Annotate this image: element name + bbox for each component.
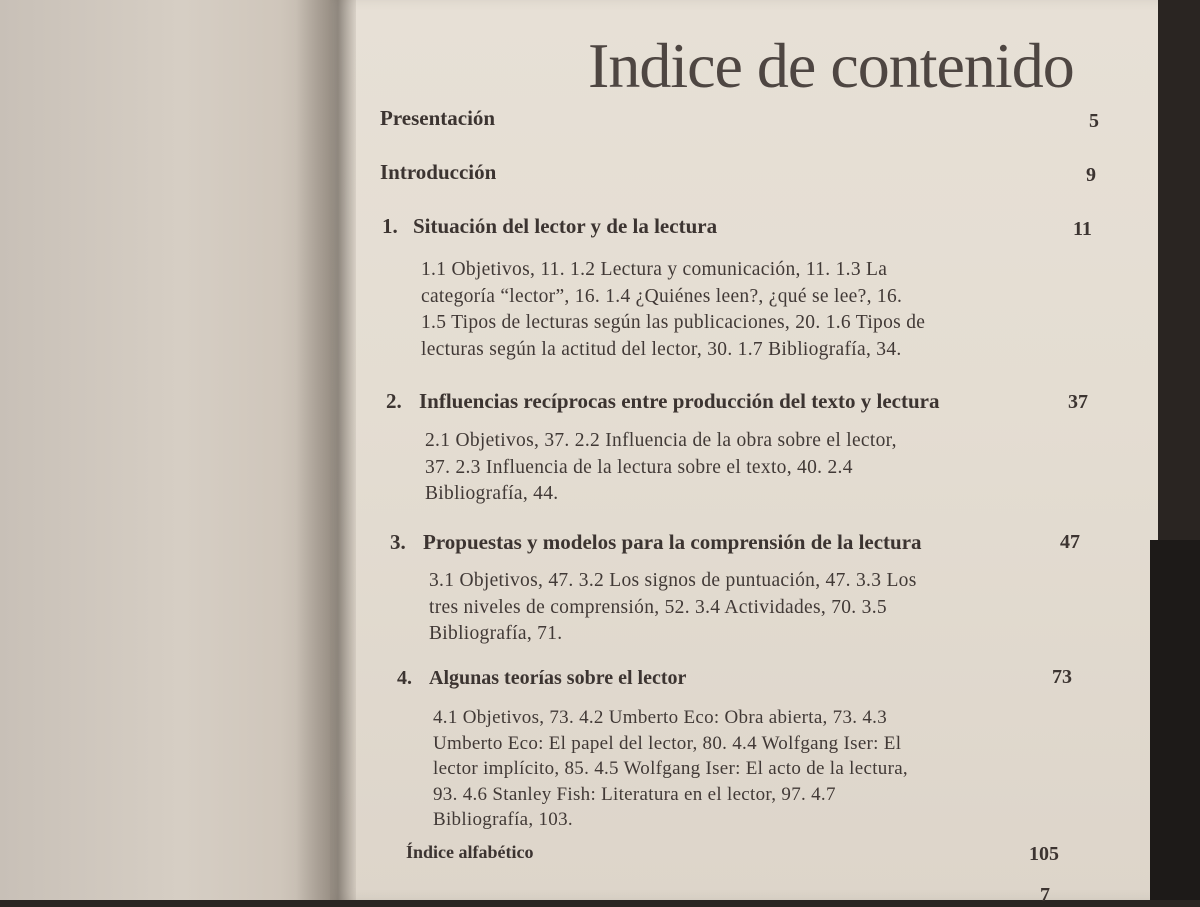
contents-line: Bibliografía, 103.	[433, 809, 573, 830]
chapter-number: 3.	[390, 530, 406, 554]
toc-entry-page: 9	[1086, 164, 1096, 186]
contents-line: 4.1 Objetivos, 73. 4.2 Umberto Eco: Obra abierta, 73. 4.3	[433, 707, 888, 728]
toc-entry-page: 37	[1068, 391, 1088, 413]
toc-entry-title: Presentación	[380, 106, 496, 130]
contents-line: categoría “lector”, 16. 1.4 ¿Quiénes leen?, ¿qué se lee?, 16.	[421, 285, 903, 307]
contents-line: Bibliografía, 44.	[425, 483, 559, 504]
chapter-2-contents	[425, 428, 1033, 508]
toc-chapter-2	[386, 389, 939, 414]
page-folio: 7	[1040, 884, 1050, 906]
left-page	[0, 0, 330, 900]
chapter-title: Situación del lector y de la lectura	[413, 214, 718, 238]
chapter-number: 4.	[397, 667, 412, 689]
toc-entry-page: 47	[1060, 531, 1080, 553]
toc-chapter-1	[382, 214, 717, 239]
chapter-title: Algunas teorías sobre el lector	[429, 667, 687, 689]
book-gutter	[296, 0, 356, 900]
chapter-4-contents	[433, 705, 1023, 833]
contents-line: lector implícito, 85. 4.5 Wolfgang Iser: El acto de la lectura,	[433, 758, 908, 779]
contents-line: Bibliografía, 71.	[429, 623, 563, 644]
toc-entry-page: 11	[1073, 218, 1092, 240]
page-title: Indice de contenido	[588, 29, 1074, 101]
toc-entry-page: 73	[1052, 666, 1072, 688]
contents-line: 3.1 Objetivos, 47. 3.2 Los signos de puntuación, 47. 3.3 Los	[429, 570, 917, 591]
toc-entry-introduccion	[380, 160, 496, 185]
toc-entry-title: Índice alfabético	[406, 842, 534, 862]
toc-entry-page: 5	[1089, 110, 1099, 132]
toc-entry-presentacion	[380, 106, 495, 131]
toc-chapter-3	[390, 530, 922, 555]
background-edge	[1150, 540, 1200, 900]
chapter-title: Influencias recíprocas entre producción del texto y lectura	[419, 389, 940, 413]
toc-entry-indice-alfabetico	[406, 842, 534, 863]
toc-chapter-4	[397, 667, 686, 690]
chapter-title: Propuestas y modelos para la comprensión de la lectura	[423, 530, 922, 554]
contents-line: 1.1 Objetivos, 11. 1.2 Lectura y comunicación, 11. 1.3 La	[421, 259, 888, 280]
contents-line: lecturas según la actitud del lector, 30. 1.7 Bibliografía, 34.	[421, 338, 902, 360]
chapter-number: 2.	[386, 389, 402, 413]
toc-entry-title: Introducción	[380, 160, 497, 184]
contents-line: 1.5 Tipos de lecturas según las publicaciones, 20. 1.6 Tipos de	[421, 312, 926, 333]
contents-line: 2.1 Objetivos, 37. 2.2 Influencia de la obra sobre el lector,	[425, 430, 897, 451]
chapter-3-contents	[429, 568, 1029, 648]
contents-line: tres niveles de comprensión, 52. 3.4 Actividades, 70. 3.5	[429, 596, 887, 618]
contents-line: Umberto Eco: El papel del lector, 80. 4.4 Wolfgang Iser: El	[433, 732, 902, 754]
toc-entry-page: 105	[1029, 843, 1059, 865]
chapter-1-contents	[421, 257, 1045, 363]
chapter-number: 1.	[382, 214, 398, 238]
contents-line: 37. 2.3 Influencia de la lectura sobre el texto, 40. 2.4	[425, 456, 853, 478]
contents-line: 93. 4.6 Stanley Fish: Literatura en el lector, 97. 4.7	[433, 783, 836, 805]
